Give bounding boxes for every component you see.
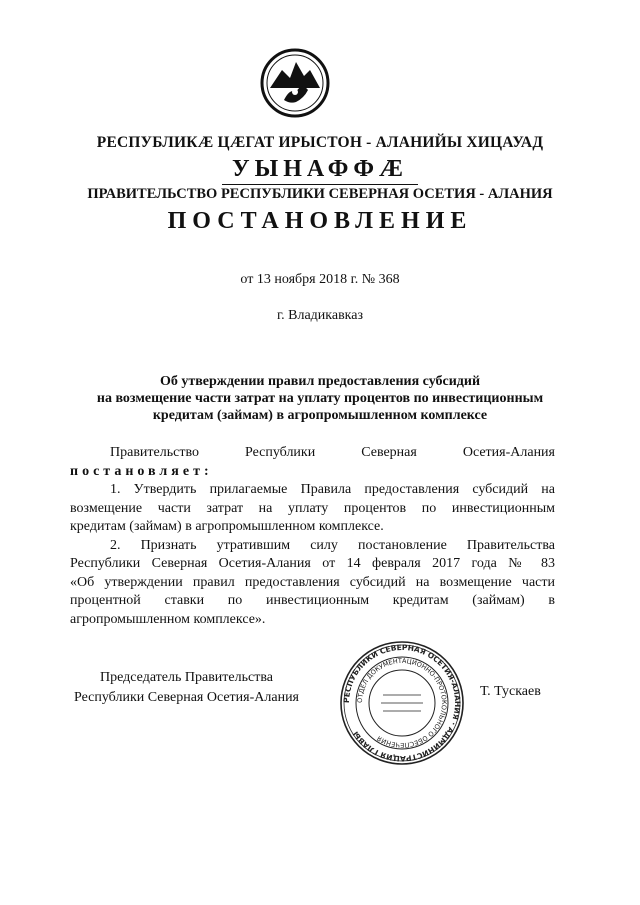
header-decree-russian: ПОСТАНОВЛЕНИЕ bbox=[167, 208, 473, 234]
paragraph-2-line: «Об утверждении правил предоставления субсидий на возмещение части bbox=[70, 574, 555, 590]
title-line: Об утверждении правил предоставления субсидий bbox=[159, 374, 481, 389]
signer-name: Т. Тускаев bbox=[480, 684, 541, 699]
paragraph-2-line: агропромышленном комплексе». bbox=[70, 611, 266, 627]
stamp-outer-text: РЕСПУБЛИКИ СЕВЕРНАЯ ОСЕТИЯ-АЛАНИЯ · АДМИНИСТРАЦИЯ ГЛАВЫ bbox=[341, 642, 463, 764]
official-round-stamp-icon bbox=[339, 640, 465, 766]
paragraph-1-line: кредитам (займам) в агропромышленном комплексе. bbox=[70, 519, 384, 534]
paragraph-2-line: Республики Северная Осетия-Алания от 14 февраля 2017 года № 83 bbox=[70, 556, 555, 571]
paragraph-1-line: возмещение части затрат на уплату процентов по инвестиционным bbox=[70, 500, 555, 516]
body-intro-line: Правительство Республики Северная Осетия-Алания bbox=[110, 445, 555, 460]
document-dateline: от 13 ноября 2018 г. № 368 bbox=[240, 272, 400, 287]
signer-position-line: Председатель Правительства bbox=[100, 670, 273, 685]
paragraph-1-line: 1. Утвердить прилагаемые Правила предоставления субсидий на bbox=[110, 482, 555, 497]
header-divider bbox=[222, 184, 418, 185]
body-intro-verb: постановляет: bbox=[70, 463, 213, 479]
header-decree-ossetian: УЫНАФФӔ bbox=[232, 156, 408, 182]
signer-position bbox=[74, 668, 299, 708]
republic-coat-of-arms-icon bbox=[260, 48, 330, 118]
title-line: кредитам (займам) в агропромышленном комплексе bbox=[152, 408, 488, 423]
document-title bbox=[70, 373, 570, 424]
title-line: на возмещение части затрат на уплату процентов по инвестиционным bbox=[96, 391, 544, 406]
document-city: г. Владикавказ bbox=[276, 308, 364, 323]
paragraph-2-line: процентной ставки по инвестиционным кредитам (займам) в bbox=[70, 593, 555, 608]
paragraph-2-line: 2. Признать утратившим силу постановление Правительства bbox=[110, 537, 555, 553]
header-republic-ossetian: РЕСПУБЛИКӔ ЦӔГАТ ИРЫСТОН - АЛАНИЙЫ ХИЦАУАД bbox=[96, 134, 544, 151]
document-body bbox=[70, 444, 555, 629]
stamp-inner-text: ОТДЕЛ ДОКУМЕНТАЦИОННО-ПРОТОКОЛЬНОГО ОБЕСПЕЧЕНИЯ bbox=[355, 656, 449, 750]
signer-position-line: Республики Северная Осетия-Алания bbox=[74, 690, 299, 705]
header-government-russian: ПРАВИТЕЛЬСТВО РЕСПУБЛИКИ СЕВЕРНАЯ ОСЕТИЯ - АЛАНИЯ bbox=[87, 186, 553, 202]
